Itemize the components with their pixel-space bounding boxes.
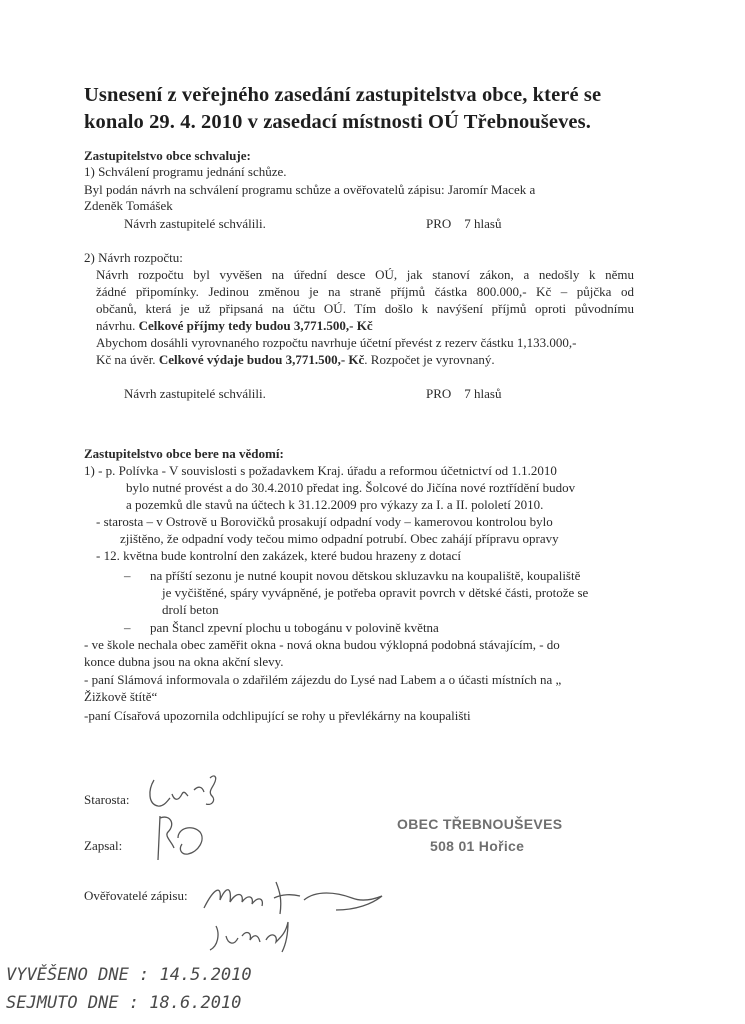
stamp-line-2: 508 01 Hořice	[430, 838, 525, 854]
item2-line-5: Abychom dosáhli vyrovnaného rozpočtu navrhuje účetní převést z rezerv částku 1,133.000,-	[96, 335, 577, 350]
total-expenses: Celkové výdaje budou 3,771.500,- Kč	[158, 352, 365, 367]
note-line-14: Žižkově štítě“	[84, 689, 158, 704]
note-line-12: konce dubna jsou na okna akční slevy.	[84, 654, 284, 669]
zapsal-signature	[148, 808, 218, 868]
document-title	[84, 82, 684, 136]
stamp-line-1: OBEC TŘEBNOUŠEVES	[397, 816, 563, 832]
item1-vote-label: Návrh zastupitelé schválili.	[124, 216, 266, 231]
note-line-4: - starosta – v Ostrově u Borovičků prosakují odpadní vody – kamerovou kontrolou bylo	[96, 514, 553, 529]
note-line-5: zjištěno, že odpadní vody tečou mimo odpadní potrubí. Obec zahájí přípravu opravy	[120, 531, 559, 546]
item2-vote-label: Návrh zastupitelé schválili.	[124, 386, 266, 401]
item2-vote-result: PRO 7 hlasů	[426, 386, 502, 401]
section-schvaluje-heading: Zastupitelstvo obce schvaluje:	[84, 148, 251, 163]
note-line-8: je vyčištěné, spáry vyvápněné, je potřeba opravit povrch v dětské části, protože se	[162, 585, 589, 600]
note-line-7: na příští sezonu je nutné koupit novou dětskou skluzavku na koupaliště, koupaliště	[150, 568, 581, 583]
item2-title: 2) Návrh rozpočtu:	[84, 250, 183, 265]
item2-line-1: Návrh rozpočtu byl vyvěšen na úřední desce OÚ, jak stanoví zákon, a nedošly k němu	[96, 267, 634, 282]
overovatele-signatures	[196, 870, 396, 962]
note-dash-2: –	[124, 620, 131, 635]
handwritten-notes	[0, 958, 300, 1020]
item1-text-line-1: Byl podán návrh na schválení programu schůze a ověřovatelů zápisu: Jaromír Macek a	[84, 182, 536, 197]
item2-line-3: občanů, která je už připsaná na účtu OÚ. Tím došlo k navýšení příjmů oproti původnímu	[96, 301, 634, 316]
item2-line-4-text: návrhu.	[96, 318, 139, 333]
handwritten-removed-date: SEJMUTO DNE : 18.6.2010	[6, 993, 242, 1013]
item2-line-6-text: Kč na úvěr.	[96, 352, 159, 367]
note-line-6: - 12. května bude kontrolní den zakázek, které budou hrazeny z dotací	[96, 548, 461, 563]
note-line-10: pan Štancl zpevní plochu u tobogánu v polovině května	[150, 620, 439, 635]
item1-text-line-2: Zdeněk Tomášek	[84, 198, 173, 213]
note-line-1: 1) - p. Polívka - V souvislosti s požadavkem Kraj. úřadu a reformou účetnictví od 1.1.2010	[84, 463, 557, 478]
overovatele-label: Ověřovatelé zápisu:	[84, 888, 188, 903]
item2-line-6	[96, 352, 495, 368]
note-line-9: drolí beton	[162, 602, 219, 617]
note-line-2: bylo nutné provést a do 30.4.2010 předat ing. Šolcové do Jičína nové roztřídění budov	[126, 480, 576, 495]
total-income: Celkové příjmy tedy budou 3,771.500,- Kč	[138, 318, 373, 333]
starosta-label: Starosta:	[84, 792, 130, 807]
note-dash-1: –	[124, 568, 131, 583]
handwritten-posted-date: VYVĚŠENO DNE : 14.5.2010	[6, 965, 252, 985]
item2-line-2: žádné připomínky. Jedinou změnou je na straně příjmů částka 800.000,- Kč – půjčka od	[96, 284, 634, 299]
title-line-1: Usnesení z veřejného zasedání zastupitelstva obce, které se	[84, 84, 602, 106]
note-line-11: - ve škole nechala obec zaměřit okna - nová okna budou výklopná podobná stávajícím, - do	[84, 637, 560, 652]
item2-line-4	[96, 318, 373, 334]
item1-title: 1) Schválení programu jednání schůze.	[84, 164, 287, 179]
item2-line-6-end: . Rozpočet je vyrovnaný.	[364, 352, 495, 367]
item1-vote-result: PRO 7 hlasů	[426, 216, 502, 231]
title-line-2: konalo 29. 4. 2010 v zasedací místnosti OÚ Třebnouševes.	[84, 111, 591, 133]
note-line-15: -paní Císařová upozornila odchlipující se rohy u převlékárny na koupališti	[84, 708, 471, 723]
note-line-3: a pozemků dle stavů na účtech k 31.12.2009 pro výkazy za I. a II. pololetí 2010.	[126, 497, 544, 512]
zapsal-label: Zapsal:	[84, 838, 123, 853]
section-vedomi-heading: Zastupitelstvo obce bere na vědomí:	[84, 446, 284, 461]
note-line-13: - paní Slámová informovala o zdařilém zájezdu do Lysé nad Labem a o účasti místních na „	[84, 672, 562, 687]
